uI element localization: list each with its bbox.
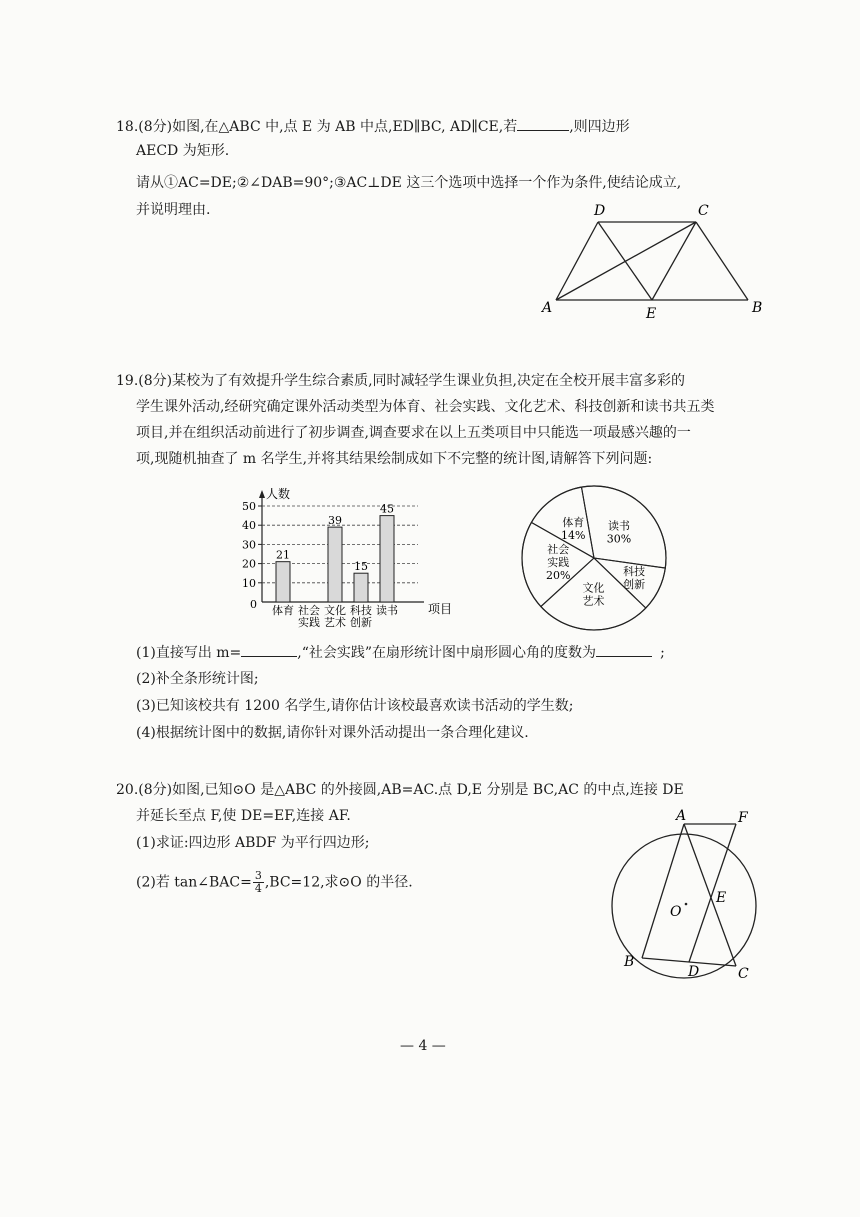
q18-answer-blank[interactable] (517, 116, 569, 131)
q18-label-c: C (698, 203, 709, 219)
q18-line1-a: 18.(8分)如图,在△ABC 中,点 E 为 AB 中点,ED∥BC, AD∥CE,若 (116, 119, 518, 135)
pie-chart (510, 478, 680, 638)
q19-sub3: (3)已知该校共有 1200 名学生,请你估计该校最喜欢读书活动的学生数; (136, 698, 574, 714)
bar-x-label: 项目 (428, 602, 453, 616)
q20-fraction (253, 870, 264, 895)
q20-label-d: D (688, 964, 700, 980)
pie-slice-label: 实践 (547, 556, 570, 570)
pie-slice-value: 20% (545, 569, 571, 583)
q20-line1: 20.(8分)如图,已知⊙O 是△ABC 的外接圆,AB=AC.点 D,E 分别是 BC,AC 的中点,连接 DE (116, 782, 684, 798)
q18-seg-cb (696, 222, 748, 300)
q20-frac-den: 4 (254, 882, 262, 895)
q20-label-a: A (676, 808, 687, 824)
q20-seg-df (689, 824, 736, 962)
q20-label-e: E (716, 890, 727, 906)
bar-category-label: 社会 (298, 604, 320, 617)
q18-line4: 并说明理由. (136, 202, 211, 218)
bar-category-label: 艺术 (324, 616, 346, 629)
bar-y-tick-label: 30 (242, 538, 256, 552)
q18-label-b: B (752, 300, 763, 316)
pie-slice-label: 读书 (608, 519, 631, 533)
bar-y-arrow (259, 490, 265, 498)
bar-y-tick-label: 10 (242, 576, 256, 590)
q19-line2: 学生课外活动,经研究确定课外活动类型为体育、社会实践、文化艺术、科技创新和读书共五类 (136, 399, 715, 415)
q18-label-d: D (594, 203, 606, 219)
q18-seg-de (598, 222, 652, 300)
q20-sub2-b: ,BC=12,求⊙O 的半径. (264, 874, 413, 891)
q20-label-b: B (624, 954, 635, 970)
bar-y-tick-label: 40 (242, 519, 256, 533)
bar (380, 516, 394, 602)
q19-m-blank[interactable] (241, 642, 297, 657)
pie-slice-label: 创新 (623, 578, 646, 592)
bar-data-label: 21 (276, 548, 290, 562)
bar-data-label: 39 (328, 514, 342, 528)
q19-sub1 (136, 642, 665, 664)
pie-slice-label: 文化 (582, 581, 605, 595)
pie-slice-label: 社会 (547, 543, 570, 557)
q20-figure (604, 806, 774, 986)
q18-line1 (116, 116, 630, 138)
q18-label-e: E (646, 306, 657, 320)
q20-label-c: C (738, 966, 749, 982)
bar-category-label: 实践 (298, 616, 320, 629)
q19-line4: 项,现随机抽查了 m 名学生,并将其结果绘制成如下不完整的统计图,请解答下列问题: (136, 451, 653, 467)
pie-slice-value: 14% (561, 529, 586, 543)
bar-category-label: 读书 (376, 604, 398, 617)
q18-label-a: A (542, 300, 553, 316)
q19-sub1-b: ,“社会实践”在扇形统计图中扇形圆心角的度数为 (297, 645, 597, 661)
q20-sub2 (136, 870, 413, 895)
q20-center-dot (685, 903, 688, 906)
bar (354, 573, 368, 602)
q19-sub1-c: ; (660, 645, 665, 661)
q19-sub4: (4)根据统计图中的数据,请你针对课外活动提出一条合理化建议. (136, 725, 529, 741)
bar (276, 562, 290, 602)
q19-angle-blank[interactable] (596, 642, 652, 657)
q20-label-o: O (670, 904, 682, 920)
bar-category-label: 科技 (350, 604, 372, 617)
pie-slice-value: 30% (606, 532, 632, 546)
q18-line2: AECD 为矩形. (136, 143, 230, 159)
bar-category-label: 创新 (350, 616, 372, 629)
pie-slice-label: 体育 (562, 516, 585, 530)
q20-sub1: (1)求证:四边形 ABDF 为平行四边形; (136, 835, 370, 851)
bar-y-label: 人数 (266, 487, 291, 501)
bar-category-label: 体育 (272, 604, 294, 617)
pie-slice-label: 科技 (623, 565, 646, 579)
q19-line3: 项目,并在组织活动前进行了初步调查,调查要求在以上五类项目中只能选一项最感兴趣的一 (136, 425, 691, 441)
bar-data-label: 15 (354, 560, 368, 574)
q19-line1: 19.(8分)某校为了有效提升学生综合素质,同时减轻学生课业负担,决定在全校开展丰富多彩的 (116, 373, 685, 389)
pie-slice-label: 艺术 (582, 594, 605, 608)
q18-figure (536, 200, 776, 320)
bar-chart (228, 486, 458, 636)
page-number: — 4 — (400, 1038, 446, 1054)
bar-y-tick-label: 0 (250, 598, 257, 611)
q18-line3: 请从①AC=DE;②∠DAB=90°;③AC⊥DE 这三个选项中选择一个作为条件,使结论成立, (136, 175, 682, 191)
q18-line1-b: ,则四边形 (569, 119, 630, 135)
q20-label-f: F (738, 810, 748, 826)
bar-data-label: 45 (380, 502, 394, 516)
q20-sub2-a: (2)若 tan∠BAC= (136, 874, 252, 891)
q20-line2: 并延长至点 F,使 DE=EF,连接 AF. (136, 808, 351, 824)
bar-y-tick-label: 20 (242, 557, 256, 571)
bar-category-label: 文化 (324, 604, 346, 617)
q20-frac-num: 3 (254, 869, 262, 882)
bar-y-tick-label: 50 (242, 500, 256, 513)
q19-sub2: (2)补全条形统计图; (136, 671, 259, 687)
bar (328, 527, 342, 602)
q19-sub1-a: (1)直接写出 m= (136, 645, 242, 661)
